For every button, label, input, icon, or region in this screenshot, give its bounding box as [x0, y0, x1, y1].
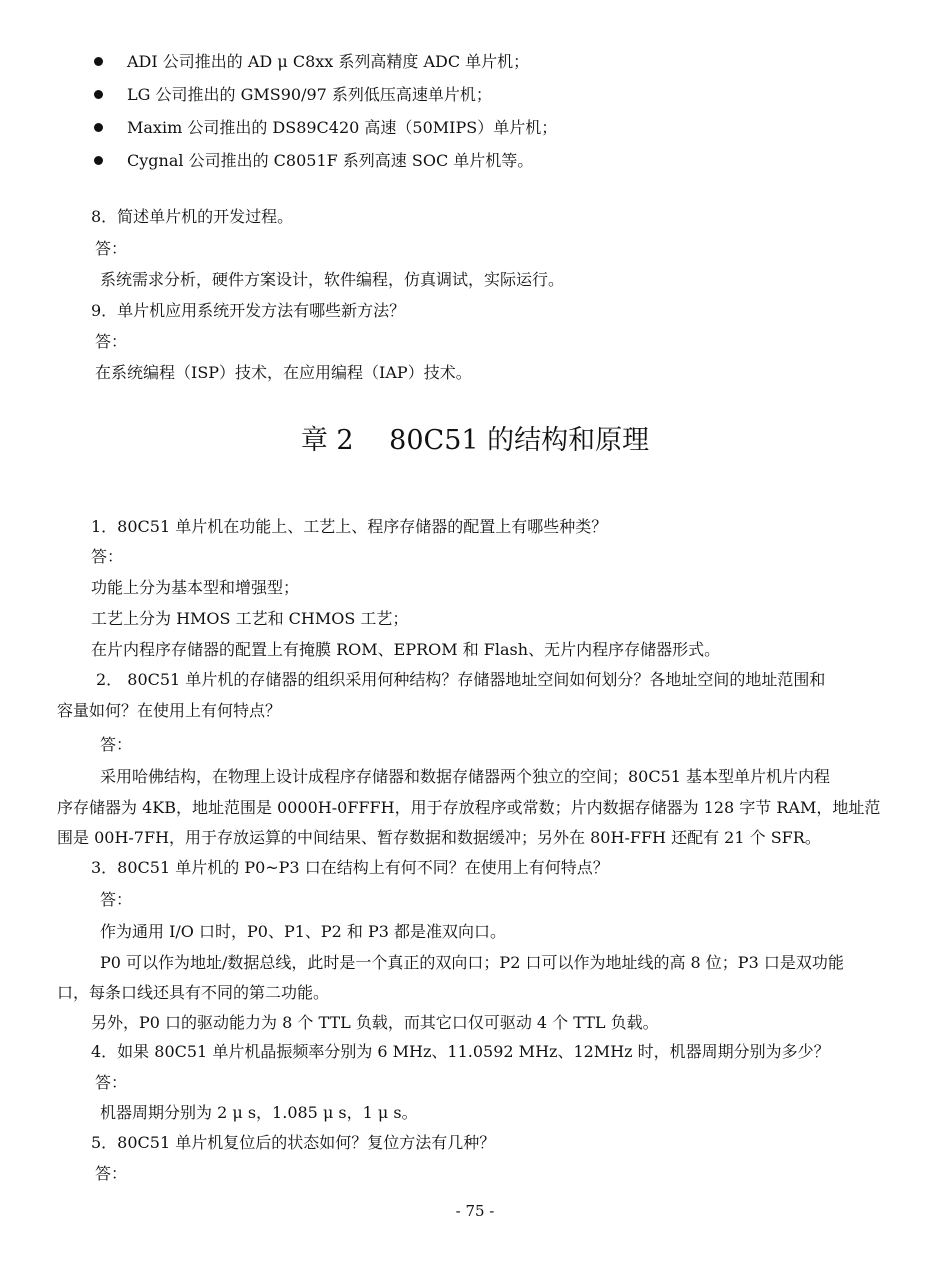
bullet-item: ADI 公司推出的 AD μ C8xx 系列高精度 ADC 单片机； [127, 52, 530, 71]
question-3: 3．80C51 单片机的 P0~P3 口在结构上有何不同？在使用上有何特点？ [91, 858, 609, 877]
question-4: 4．如果 80C51 单片机晶振频率分别为 6 MHz、11.0592 MHz、12MHz 时，机器周期分别为多少？ [91, 1042, 830, 1061]
answer-text: 系统需求分析，硬件方案设计，软件编程，仿真调试，实际运行。 [100, 270, 565, 289]
answer-label: 答： [95, 239, 128, 258]
answer-text: 机器周期分别为 2 μ s，1.085 μ s，1 μ s。 [100, 1103, 418, 1122]
bullet-dot-icon [94, 57, 103, 66]
question-9: 9．单片机应用系统开发方法有哪些新方法？ [91, 301, 406, 320]
answer-label: 答： [95, 332, 128, 351]
answer-text: 口，每条口线还具有不同的第二功能。 [57, 983, 330, 1002]
answer-text: P0 可以作为地址/数据总线，此时是一个真正的双向口；P2 口可以作为地址线的高 8 位；P3 口是双功能 [100, 953, 844, 972]
question-5: 5．80C51 单片机复位后的状态如何？复位方法有几种？ [91, 1133, 496, 1152]
answer-text: 序存储器为 4KB，地址范围是 0000H-0FFFH，用于存放程序或常数；片内数据存储器为 128 字节 RAM，地址范 [57, 798, 881, 817]
bullet-dot-icon [94, 123, 103, 132]
answer-text: 工艺上分为 HMOS 工艺和 CHMOS 工艺； [91, 609, 409, 628]
answer-text: 另外，P0 口的驱动能力为 8 个 TTL 负载，而其它口仅可驱动 4 个 TTL 负载。 [91, 1013, 659, 1032]
question-1: 1．80C51 单片机在功能上、工艺上、程序存储器的配置上有哪些种类？ [91, 517, 608, 536]
question-8: 8．简述单片机的开发过程。 [91, 207, 294, 226]
page-number: - 75 - [455, 1202, 495, 1220]
answer-text: 在片内程序存储器的配置上有掩膜 ROM、EPROM 和 Flash、无片内程序存储器形式。 [91, 640, 721, 659]
answer-label: 答： [95, 1073, 128, 1092]
answer-label: 答： [100, 735, 133, 754]
answer-label: 答： [95, 1164, 128, 1183]
answer-label: 答： [100, 890, 133, 909]
bullet-item: Maxim 公司推出的 DS89C420 高速（50MIPS）单片机； [127, 118, 558, 137]
question-2: 2． 80C51 单片机的存储器的组织采用何种结构？存储器地址空间如何划分？各地址空间的地址范围和 [96, 670, 826, 689]
bullet-item: LG 公司推出的 GMS90/97 系列低压高速单片机； [127, 85, 492, 104]
answer-text: 围是 00H-7FH，用于存放运算的中间结果、暂存数据和数据缓冲；另外在 80H-FFH 还配有 21 个 SFR。 [57, 828, 821, 847]
answer-text: 功能上分为基本型和增强型； [91, 578, 300, 597]
answer-text: 在系统编程（ISP）技术，在应用编程（IAP）技术。 [95, 363, 472, 382]
answer-text: 采用哈佛结构，在物理上设计成程序存储器和数据存储器两个独立的空间；80C51 基本型单片机片内程 [100, 767, 831, 786]
bullet-item: Cygnal 公司推出的 C8051F 系列高速 SOC 单片机等。 [127, 151, 534, 170]
question-2-cont: 容量如何？在使用上有何特点？ [57, 701, 282, 720]
chapter-title: 章 2 80C51 的结构和原理 [300, 425, 650, 456]
answer-text: 作为通用 I/O 口时，P0、P1、P2 和 P3 都是准双向口。 [100, 922, 507, 941]
bullet-dot-icon [94, 156, 103, 165]
answer-label: 答： [91, 547, 124, 566]
bullet-dot-icon [94, 90, 103, 99]
